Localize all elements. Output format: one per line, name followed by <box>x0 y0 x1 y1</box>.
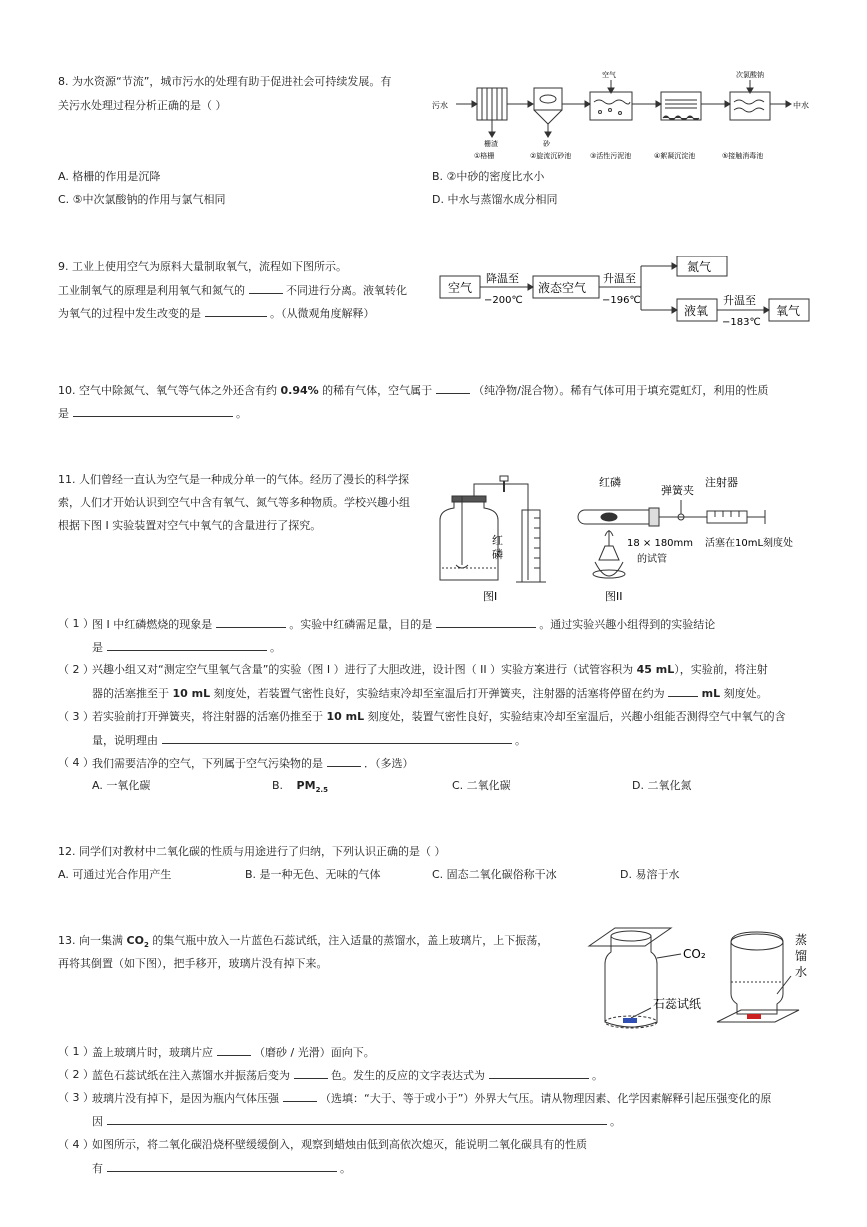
q13-sub4-line1: 如图所示，将二氧化碳沿烧杯壁缓缓倒入，观察到蜡烛由低到高依次熄灭，能说明二氧化碳具有的性质 <box>92 1138 587 1151</box>
q11-sub4-text-b: ．（多选） <box>364 757 414 770</box>
q11-sub3-blank[interactable] <box>162 732 512 744</box>
q13-sub1-text-b: （磨砂 / 光滑）面向下。 <box>254 1046 375 1059</box>
q9-fig-warm2: 升温至 <box>723 294 756 307</box>
q13-sub1-line <box>92 1044 375 1060</box>
q13-sub3-text-d: 。 <box>610 1115 621 1128</box>
q11-sub3-number: （ 3 ） <box>58 710 94 723</box>
q13-fig-co2-label: CO₂ <box>683 947 706 961</box>
q11-sub4-option-c[interactable]: C. 二氧化碳 <box>452 779 511 792</box>
q9-stem-line1: 9. 工业上使用空气为原料大量制取氧气，流程如下图所示。 <box>58 260 347 273</box>
q13-sub3-number: （ 3 ） <box>58 1091 94 1104</box>
q13-sub2-text-a: 蓝色石蕊试纸在注入蒸馏水并振荡后变为 <box>92 1069 290 1082</box>
q13-red-litmus-paper <box>747 1014 761 1019</box>
q11-sub4-option-d[interactable]: D. 二氧化氮 <box>632 779 692 792</box>
q11-fig2-syringe: 注射器 <box>705 476 738 489</box>
q13-stem-line2: 再将其倒置（如下图），把手移开，玻璃片没有掉下来。 <box>58 957 328 970</box>
q8-fig-hypochlorite-label: 次氯酸钠 <box>736 71 764 79</box>
q9-stem-line2-b: 不同进行分离。液氧转化 <box>286 284 407 297</box>
q13-sub2-blank-2[interactable] <box>489 1067 589 1079</box>
q13-co2-subscript: 2 <box>143 941 149 950</box>
q13-blue-litmus-paper <box>623 1018 637 1023</box>
q13-sub3-blank-2[interactable] <box>107 1113 607 1125</box>
q9-answer-blank-1[interactable] <box>249 282 283 294</box>
q9-stem-line3 <box>58 305 375 321</box>
q12-option-c[interactable]: C. 固态二氧化碳俗称干冰 <box>432 868 557 881</box>
q11-fig2-tube-label: 的试管 <box>637 554 667 565</box>
q13-sub2-blank-1[interactable] <box>294 1067 328 1079</box>
q11-sub2-text-h: 刻度处。 <box>723 687 768 700</box>
q9-oxygen-flow-diagram <box>436 256 816 332</box>
q10-text-a: 10. 空气中除氮气、氧气等气体之外还含有约 <box>58 384 277 397</box>
q11-sub3-text-d: 量，说明理由 <box>92 734 158 747</box>
q13-stem-line1 <box>58 933 548 953</box>
q13-sub4-number: （ 4 ） <box>58 1138 94 1151</box>
q11-sub2-volume: 45 mL <box>636 663 675 676</box>
q11-fig1-phosphorus-2: 磷 <box>492 548 503 561</box>
q10-percentage: 0.94% <box>280 384 319 397</box>
q11-sub1-blank-1[interactable] <box>216 616 286 628</box>
q11-fig1-caption: 图I <box>483 590 498 603</box>
q11-sub4-text-a: 我们需要洁净的空气，下列属于空气污染物的是 <box>92 757 323 770</box>
q10-answer-blank-1[interactable] <box>436 382 470 394</box>
q11-sub3-text-a: 若实验前打开弹簧夹，将注射器的活塞仍推至于 <box>92 710 323 723</box>
q8-option-b[interactable]: B. ②中砂的密度比水小 <box>432 170 545 183</box>
q13-sub2-line <box>92 1067 603 1083</box>
q11-sub1-line2 <box>92 639 281 655</box>
q11-sub3-line2 <box>92 732 526 748</box>
q10-stem-line2 <box>58 405 247 421</box>
q13-fig-litmus-label: 石蕊试纸 <box>653 997 702 1011</box>
q11-sub4-option-b-pm: PM <box>296 779 316 792</box>
q8-fig-inlet-label: 污水 <box>432 101 448 110</box>
q8-option-c[interactable]: C. ⑤中次氯酸钠的作用与氯气相同 <box>58 193 226 206</box>
q10-text-e: 是 <box>58 407 69 420</box>
q8-fig-stage2-label: ②旋流沉砂池 <box>530 152 572 160</box>
q13-sub3-line2 <box>92 1113 621 1129</box>
q13-sub4-text-b: 有 <box>92 1162 103 1175</box>
q11-sub2-text-f: 刻度处，若装置气密性良好，实验结束冷却至室温后打开弹簧夹，注射器的活塞将停留在约为 <box>213 687 665 700</box>
q8-fig-outlet-label: 中水 <box>793 101 809 110</box>
q11-sub2-line2 <box>92 685 768 701</box>
q8-fig-sand-label: 砂 <box>543 140 550 148</box>
q11-fig2-clamp: 弹簧夹 <box>661 484 694 497</box>
q13-sub4-line2 <box>92 1160 351 1176</box>
q12-option-a[interactable]: A. 可通过光合作用产生 <box>58 868 172 881</box>
q9-stem-line3-b: 。（从微观角度解释） <box>270 307 375 320</box>
q11-sub2-text-c: ），实验前，将注射 <box>674 663 768 676</box>
q8-fig-stage1-label: ①格栅 <box>474 152 495 160</box>
q13-sub3-line1 <box>92 1090 771 1106</box>
q11-fig2-caption: 图II <box>605 590 623 603</box>
q8-fig-screenings-label: 栅渣 <box>484 140 498 148</box>
q13-fig-water-3: 水 <box>795 965 808 979</box>
q11-fig2-tube-size: 18 × 180mm <box>627 538 694 549</box>
q11-figure-2-apparatus <box>565 470 805 606</box>
q8-fig-stage4-label: ④絮凝沉淀池 <box>654 152 696 160</box>
q11-stem-line3: 根据下图 I 实验装置对空气中氧气的含量进行了探究。 <box>58 519 322 532</box>
q9-fig-warm-temp: −196℃ <box>602 295 641 306</box>
q9-fig-oxygen: 氧气 <box>776 304 801 318</box>
q12-option-b[interactable]: B. 是一种无色、无味的气体 <box>245 868 381 881</box>
q13-sub3-text-c: 因 <box>92 1115 103 1128</box>
q9-fig-cool-temp: −200℃ <box>484 295 523 306</box>
q11-sub3-text-e: 。 <box>515 734 526 747</box>
q12-option-d[interactable]: D. 易溶于水 <box>620 868 680 881</box>
q11-sub1-text-b: 。实验中红磷需足量，目的是 <box>289 618 433 631</box>
q11-sub4-number: （ 4 ） <box>58 756 94 769</box>
q13-sub1-text-a: 盖上玻璃片时，玻璃片应 <box>92 1046 213 1059</box>
q11-sub3-volume: 10 mL <box>326 710 365 723</box>
q9-stem-line2-a: 工业制氧气的原理是利用氧气和氮气的 <box>58 284 245 297</box>
q11-sub1-text-e: 。 <box>270 641 281 654</box>
q13-text-d: 的集气瓶中放入一片蓝色石蕊试纸，注入适量的蒸馏水，盖上玻璃片，上下振荡， <box>152 934 549 947</box>
q13-sub1-blank[interactable] <box>217 1044 251 1056</box>
q9-fig-air: 空气 <box>448 281 473 295</box>
q11-sub2-piston-volume: 10 mL <box>172 687 211 700</box>
q11-sub4-option-b-subscript: 2.5 <box>315 786 328 795</box>
q10-text-d: （纯净物/混合物）。稀有气体可用于填充霓虹灯，利用的性质 <box>473 384 769 397</box>
q11-sub1-line1 <box>92 616 715 632</box>
q13-co2: CO <box>126 934 144 947</box>
q9-fig-warm: 升温至 <box>603 272 636 285</box>
q13-sub4-text-c: 。 <box>340 1162 351 1175</box>
q13-sub2-number: （ 2 ） <box>58 1068 94 1081</box>
q10-answer-blank-2[interactable] <box>73 405 233 417</box>
q9-answer-blank-2[interactable] <box>205 305 267 317</box>
q11-sub1-number: （ 1 ） <box>58 617 94 630</box>
q13-sub4-blank[interactable] <box>107 1160 337 1172</box>
q13-sub2-text-b: 色。发生的反应的文字表达式为 <box>331 1069 485 1082</box>
q10-stem-line1 <box>58 382 768 398</box>
q11-sub4-option-a[interactable]: A. 一氧化碳 <box>92 779 151 792</box>
q11-sub4-line1 <box>92 755 414 771</box>
q11-sub2-number: （ 2 ） <box>58 663 94 676</box>
q9-fig-cool: 降温至 <box>486 272 519 285</box>
q13-gas-jar-diagram <box>585 918 815 1038</box>
q9-stem-line2 <box>58 282 407 298</box>
q11-sub2-text-d: 器的活塞推至于 <box>92 687 169 700</box>
q11-stem-line2: 索，人们才开始认识到空气中含有氧气、氮气等多种物质。学校兴趣小组 <box>58 496 410 509</box>
q11-sub1-text-c: 。通过实验兴趣小组得到的实验结论 <box>539 618 716 631</box>
q11-fig1-phosphorus-1: 红 <box>492 534 503 547</box>
q11-sub3-line1 <box>92 709 786 724</box>
q8-option-a[interactable]: A. 格栅的作用是沉降 <box>58 170 161 183</box>
q13-sub3-text-a: 玻璃片没有掉下，是因为瓶内气体压强 <box>92 1092 279 1105</box>
q11-sub2-blank[interactable] <box>668 685 698 697</box>
q10-text-f: 。 <box>236 407 247 420</box>
q11-sub1-blank-3[interactable] <box>107 639 267 651</box>
q9-fig-nitrogen: 氮气 <box>687 260 712 274</box>
q11-sub1-text-d: 是 <box>92 641 103 654</box>
q13-sub3-text-b: （选填：“大于、等于或小于”）外界大气压。请从物理因素、化学因素解释引起压强变化的原 <box>320 1092 772 1105</box>
q8-stem-line2: 关污水处理过程分析正确的是（ ） <box>58 99 227 112</box>
q9-stem-line3-a: 为氧气的过程中发生改变的是 <box>58 307 201 320</box>
q10-text-c: 的稀有气体，空气属于 <box>322 384 433 397</box>
q11-fig2-piston-note: 活塞在10mL刻度处 <box>705 538 794 549</box>
q8-fig-air-label: 空气 <box>602 71 616 79</box>
q11-sub4-option-b[interactable] <box>272 778 328 798</box>
q13-fig-water-1: 蒸 <box>795 933 808 947</box>
q8-stem-line1: 8. 为水资源“节流”，城市污水的处理有助于促进社会可持续发展。有 <box>58 75 392 88</box>
q9-fig-warm2-temp: −183℃ <box>722 317 761 328</box>
q8-fig-stage5-label: ⑤接触消毒池 <box>722 152 764 160</box>
q9-fig-liquid-air: 液态空气 <box>538 281 587 295</box>
q11-sub4-option-b-letter: B. <box>272 779 284 792</box>
q11-sub3-text-c: 刻度处，装置气密性良好，实验结束冷却至室温后，兴趣小组能否测得空气中氧气的含 <box>367 710 786 723</box>
q11-fig2-phosphorus: 红磷 <box>599 476 621 489</box>
q11-sub4-blank[interactable] <box>327 755 361 767</box>
q8-option-d[interactable]: D. 中水与蒸馏水成分相同 <box>432 193 558 206</box>
q11-stem-line1: 11. 人们曾经一直认为空气是一种成分单一的气体。经历了漫长的科学探 <box>58 473 409 486</box>
q12-stem: 12. 同学们对教材中二氧化碳的性质与用途进行了归纳，下列认识正确的是（ ） <box>58 845 446 858</box>
q13-sub3-blank-1[interactable] <box>283 1090 317 1102</box>
q11-figure-1-apparatus <box>428 470 558 606</box>
q13-text-a: 13. 向一集满 <box>58 934 123 947</box>
q13-fig-water-2: 馏 <box>795 949 808 963</box>
q11-sub2-text-a: 兴趣小组又对“测定空气里氧气含量”的实验（图 I ）进行了大胆改进，设计图（ II ）实验方案进行（试管容积为 <box>92 663 634 676</box>
q13-sub1-number: （ 1 ） <box>58 1045 94 1058</box>
q11-sub2-unit: mL <box>701 687 721 700</box>
q8-fig-stage3-label: ③活性污泥池 <box>590 152 632 160</box>
q13-sub2-text-c: 。 <box>592 1069 603 1082</box>
q11-sub1-text-a: 图 I 中红磷燃烧的现象是 <box>92 618 213 631</box>
q9-fig-liquid-oxygen: 液氧 <box>684 304 709 318</box>
q11-sub1-blank-2[interactable] <box>436 616 536 628</box>
q8-water-treatment-diagram <box>432 66 812 162</box>
q11-sub2-line1 <box>92 662 768 677</box>
